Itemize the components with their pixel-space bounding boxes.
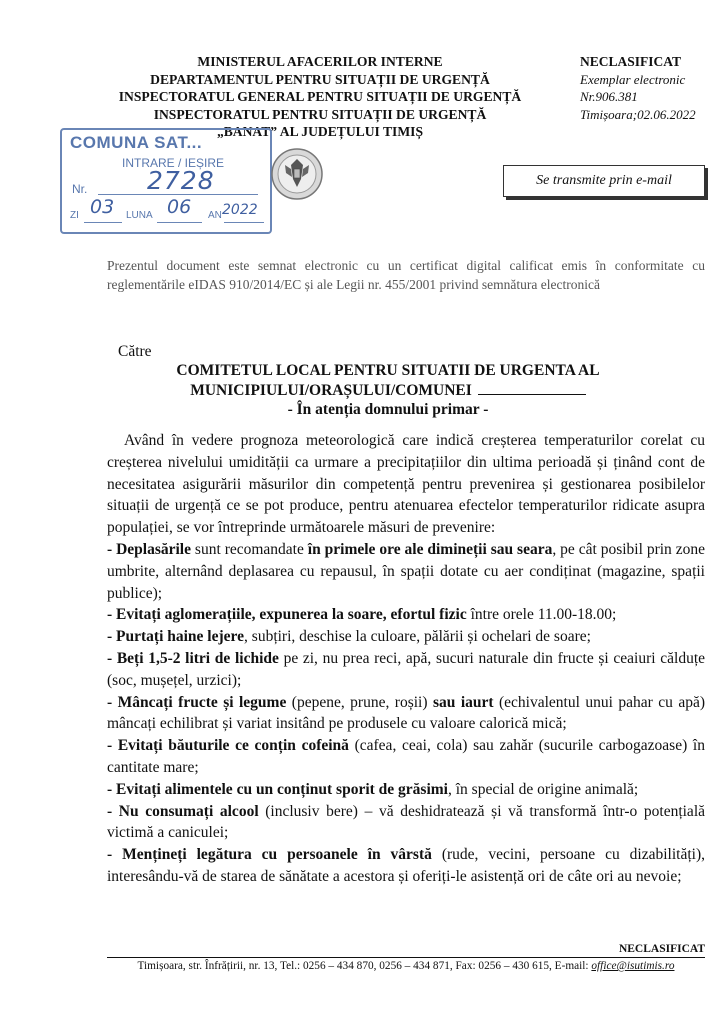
recipient-prefix: Către bbox=[118, 343, 152, 360]
stamp-day-value: 03 bbox=[90, 196, 115, 218]
header-line: DEPARTAMENTUL PENTRU SITUAȚII DE URGENȚĂ bbox=[150, 71, 490, 87]
place-date: Timișoara;02.06.2022 bbox=[580, 106, 696, 122]
footer-classification: NECLASIFICAT bbox=[618, 943, 705, 955]
document-body bbox=[107, 430, 705, 888]
stamp-nr-label: Nr. bbox=[72, 182, 88, 196]
registration-stamp bbox=[60, 128, 272, 234]
footer-contact bbox=[100, 960, 712, 972]
stamp-day-line bbox=[84, 222, 122, 223]
stamp-month-label: LUNA bbox=[126, 210, 153, 221]
recipient-line: COMITETUL LOCAL PENTRU SITUATII DE URGENTA AL bbox=[176, 362, 600, 379]
measure-item: - Deplasările sunt recomandate în primele ore ale dimineții sau seara, pe cât posibil prin zone umbrite, alternând deplasarea cu repausul, în spații dotate cu aer condiținat (magazine, spații publice); bbox=[107, 540, 705, 602]
measure-item: - Nu consumați alcool (inclusiv bere) – vă deshidratează și vă transformă într-o potențială victimă a caniculei; bbox=[107, 802, 705, 842]
recipient-line: MUNICIPIULUI/ORAȘULUI/COMUNEI bbox=[190, 381, 472, 399]
classification-label: NECLASIFICAT bbox=[580, 54, 682, 69]
header-line: INSPECTORATUL GENERAL PENTRU SITUAȚII DE URGENȚĂ bbox=[118, 89, 522, 104]
footer-divider bbox=[107, 957, 705, 958]
transmission-note: Se transmite prin e-mail bbox=[503, 165, 705, 197]
stamp-year-value: 2022 bbox=[222, 202, 258, 218]
measure-item: - Evitați aglomerațiile, expunerea la soare, efortul fizic între orele 11.00-18.00; bbox=[107, 606, 617, 624]
measure-item: - Mențineți legătura cu persoanele în vârstă (rude, vecini, persoane cu dizabilități), interesându-vă de starea de sănătate a acestora și oferiți-le asistență ori de câte ori au nevoie; bbox=[107, 846, 705, 885]
header-line: INSPECTORATUL PENTRU SITUAȚII DE URGENȚĂ bbox=[153, 106, 487, 122]
stamp-year-line bbox=[224, 222, 264, 223]
blank-fill-line bbox=[478, 381, 586, 395]
footer-address: Timișoara, str. Înfrățirii, nr. 13, Tel.: 0256 – 434 870, 0256 – 434 871, Fax: 0256 – 430 615, E-mail: bbox=[137, 960, 592, 972]
header-line: MINISTERUL AFACERILOR INTERNE bbox=[197, 54, 443, 69]
official-seal bbox=[270, 143, 324, 205]
measure-item: - Evitați băuturile ce conțin cofeină (cafea, ceai, cola) sau zahăr (sucurile carbogazoase) în cantitate mare; bbox=[107, 737, 705, 776]
stamp-nr-value: 2728 bbox=[147, 166, 215, 195]
measure-item: - Evitați alimentele cu un conținut sporit de grăsimi, în special de origine animală; bbox=[107, 780, 639, 798]
stamp-subtitle: INTRARE / IEȘIRE bbox=[122, 156, 225, 170]
esignature-note: Prezentul document este semnat electronic cu un certificat digital calificat emis în conformitate cu reglementările eIDAS 910/2014/EC și ale Legii nr. 455/2001 privind semnătura electronică bbox=[107, 258, 705, 292]
stamp-year-label: AN bbox=[208, 210, 222, 221]
exemplar-label: Exemplar electronic bbox=[580, 71, 686, 87]
measure-item: - Purtați haine lejere, subțiri, deschise la culoare, pălării și ochelari de soare; bbox=[107, 628, 591, 646]
document-meta bbox=[580, 53, 705, 123]
document-number: Nr.906.381 bbox=[580, 89, 638, 104]
stamp-title: COMUNA SAT... bbox=[70, 133, 203, 152]
measure-item: - Mâncați fructe și legume (pepene, prune, roșii) sau iaurt (echivalentul unui pahar cu apă) mâncați echilibrat și variat insitând pe produsele cu valoare calorică mică; bbox=[107, 693, 705, 733]
stamp-month-line bbox=[157, 222, 202, 223]
measure-item: - Beți 1,5-2 litri de lichide pe zi, nu prea reci, apă, sucuri naturale din fructe și ceaiuri călduțe (soc, mușețel, urzici); bbox=[107, 649, 705, 689]
recipient-attention: - În atenția domnului primar - bbox=[287, 401, 489, 418]
footer-email-link[interactable]: office@isutimis.ro bbox=[591, 960, 675, 972]
recipient-block bbox=[118, 361, 658, 420]
stamp-day-label: ZI bbox=[70, 210, 79, 221]
stamp-month-value: 06 bbox=[167, 196, 192, 218]
header-line: „BANAT” AL JUDEȚULUI TIMIȘ bbox=[216, 124, 424, 139]
intro-paragraph: Având în vedere prognoza meteorologică care indică creșterea temperaturilor corelat cu creșterea nivelului umidității ca urmare a precipitațiilor din ultima perioadă și ținând cont de necesitatea asigurării măsurilor din competență pentru prevenirea și gestionarea posibilelor situații de urgență ce se pot produce, pentru atenuarea efectelor temperaturilor ridicate asupra populației, se vor întreprinde următoarele măsuri de prevenire: bbox=[107, 432, 705, 537]
